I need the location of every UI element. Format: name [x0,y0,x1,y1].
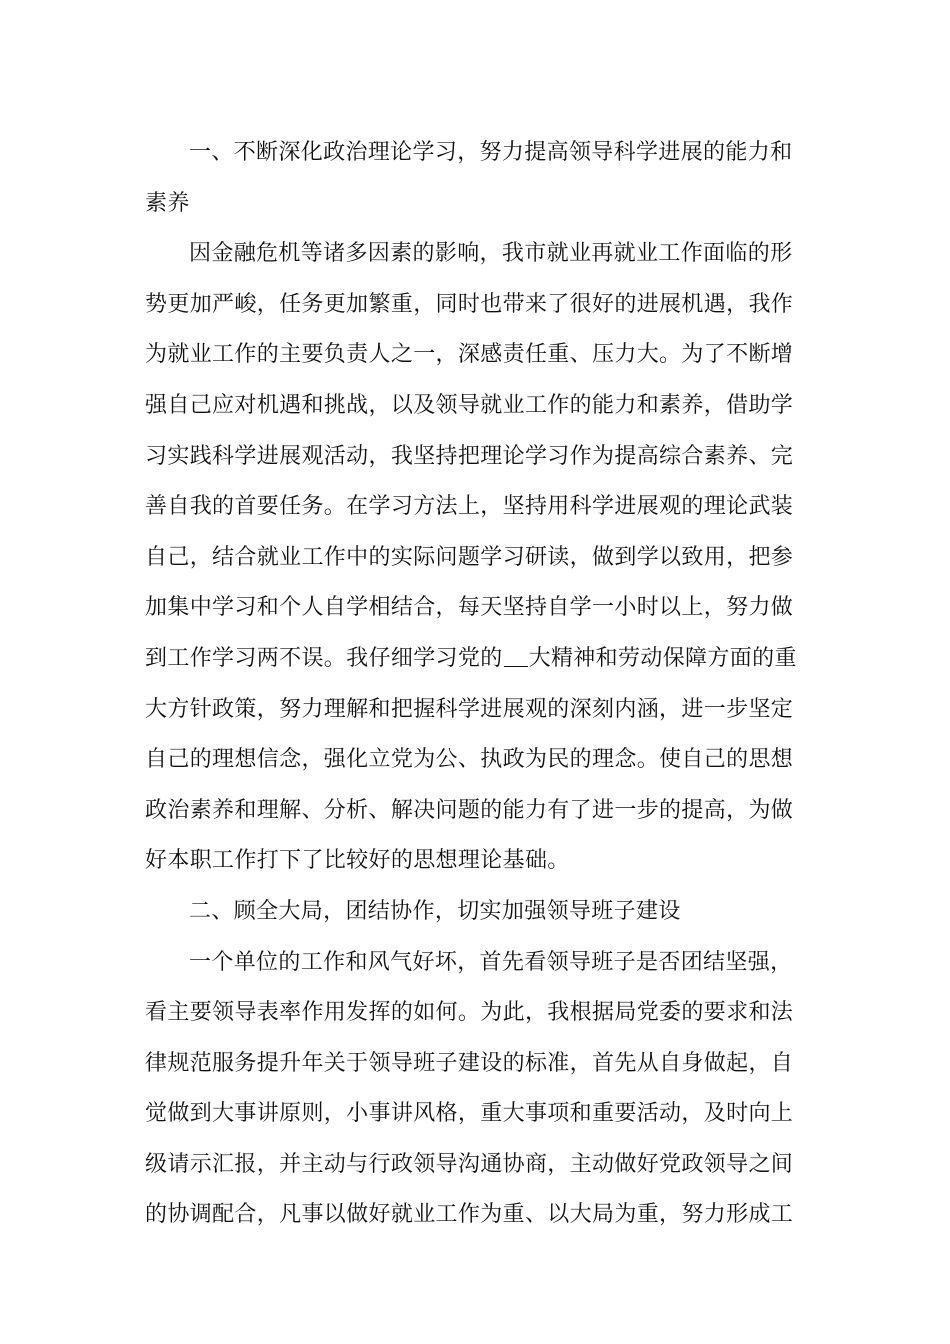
text-line: 一个单位的工作和风气好坏，首先看领导班子是否团结坚强， [189,949,793,975]
text-line: 看主要领导表率作用发挥的如何。为此，我根据局党委的要求和法 [145,1000,794,1026]
text-line: 习实践科学进展观活动，我坚持把理论学习作为提高综合素养、完 [145,443,794,469]
text-line: 觉做到大事讲原则，小事讲风格，重大事项和重要活动，及时向上 [145,1101,794,1127]
text-segment: 到工作学习两不误。我仔细学习党的 [145,645,503,671]
body-paragraph-2 [145,938,805,1242]
text-line: 自己，结合就业工作中的实际问题学习研读，做到学以致用，把参 [145,544,794,570]
text-line: 的协调配合，凡事以做好就业工作为重、以大局为重，努力形成工 [145,1202,794,1228]
text-line: 为就业工作的主要负责人之一，深感责任重、压力大。为了不断增 [145,342,794,368]
text-line: 一、不断深化政治理论学习，努力提高领导科学进展的能力和 [189,140,793,165]
text-line: 素养 [145,190,190,216]
body-paragraph-1 [145,229,805,887]
section-heading-1 [145,128,805,229]
text-line-with-blank [145,634,805,685]
text-line: 自己的理想信念，强化立党为公、执政为民的理念。使自己的思想 [145,747,794,773]
text-line: 大方针政策，努力理解和把握科学进展观的深刻内涵，进一步坚定 [145,696,794,722]
text-line: 善自我的首要任务。在学习方法上，坚持用科学进展观的理论武装 [145,494,794,520]
text-line: 级请示汇报，并主动与行政领导沟通协商，主动做好党政领导之间 [145,1151,794,1177]
text-line: 因金融危机等诸多因素的影响，我市就业再就业工作面临的形 [189,241,793,267]
text-line: 政治素养和理解、分析、解决问题的能力有了进一步的提高，为做 [145,797,794,823]
text-segment: 大精神和劳动保障方面的重 [528,645,797,671]
text-line: 加集中学习和个人自学相结合，每天坚持自学一小时以上，努力做 [145,595,794,621]
text-line: 好本职工作打下了比较好的思想理论基础。 [145,848,570,874]
fill-in-blank [504,648,528,667]
text-line: 律规范服务提升年关于领导班子建设的标准，首先从自身做起，自 [145,1050,794,1076]
document-page [145,128,805,1241]
text-line: 二、顾全大局，团结协作，切实加强领导班子建设 [189,898,681,924]
text-line: 强自己应对机遇和挑战，以及领导就业工作的能力和素养，借助学 [145,392,794,418]
text-line: 势更加严峻，任务更加繁重，同时也带来了很好的进展机遇，我作 [145,291,794,317]
section-heading-2 [145,887,805,938]
